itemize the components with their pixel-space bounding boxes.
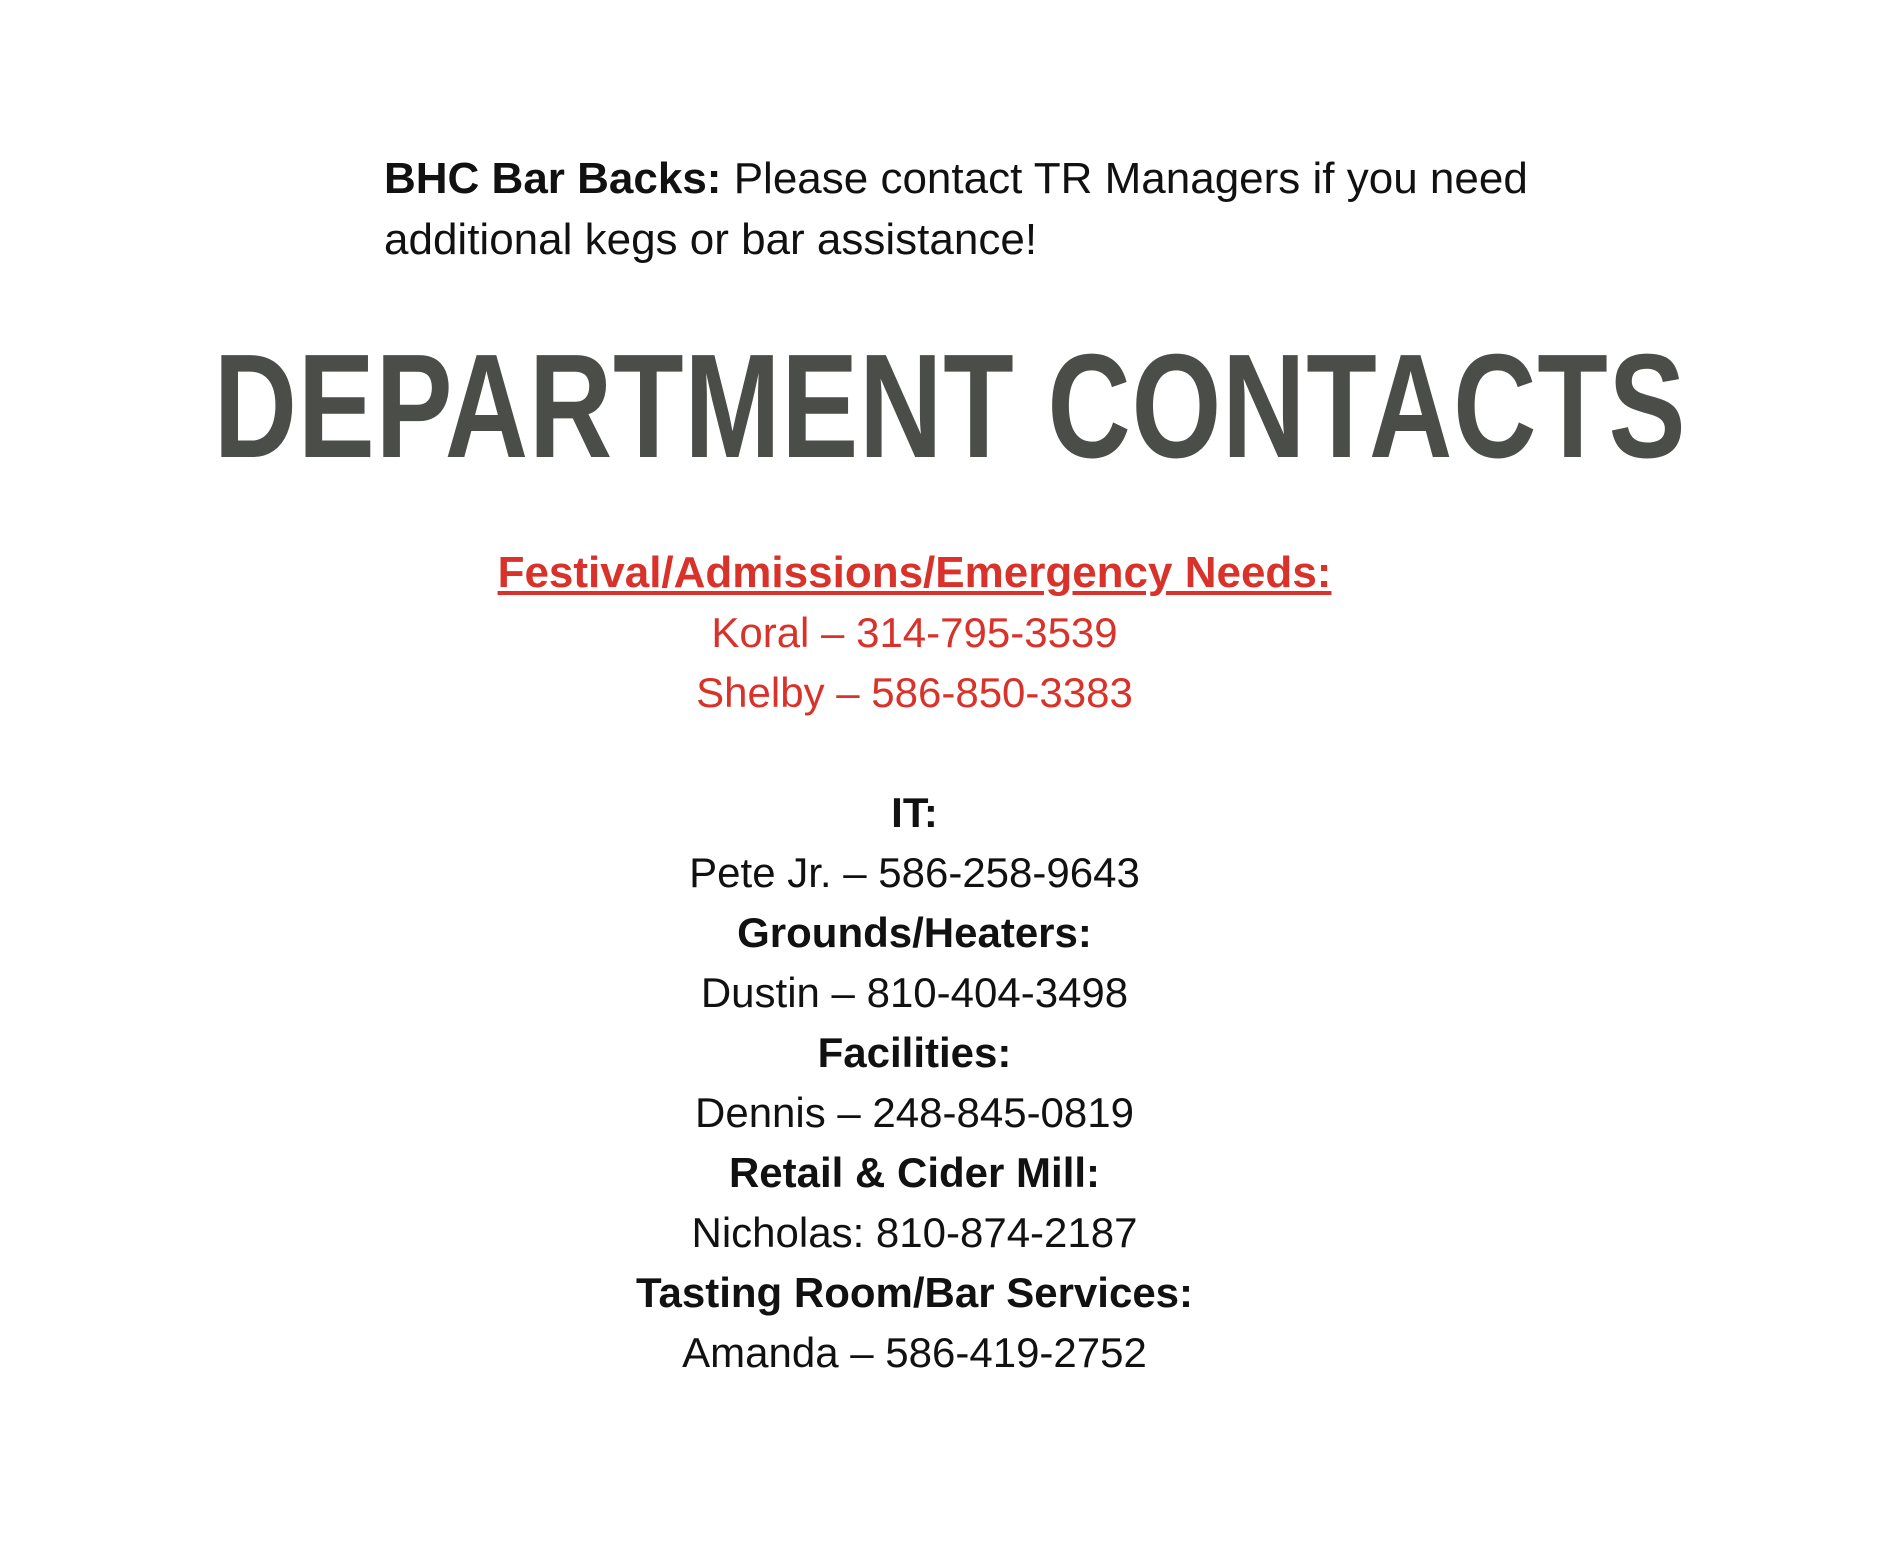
contacts-section bbox=[0, 543, 1829, 1383]
department-contact-it: Pete Jr. – 586-258-9643 bbox=[689, 849, 1140, 896]
department-list bbox=[0, 783, 1829, 1383]
emergency-contact-shelby: Shelby – 586-850-3383 bbox=[696, 669, 1133, 716]
department-heading-grounds: Grounds/Heaters: bbox=[737, 909, 1092, 956]
department-heading-retail: Retail & Cider Mill: bbox=[728, 1149, 1101, 1196]
bar-backs-notice bbox=[384, 148, 1544, 270]
page-title: DEPARTMENT CONTACTS bbox=[213, 324, 1687, 489]
emergency-heading: Festival/Admissions/Emergency Needs: bbox=[497, 548, 1332, 597]
department-contact-retail: Nicholas: 810-874-2187 bbox=[691, 1209, 1138, 1256]
department-contact-facilities: Dennis – 248-845-0819 bbox=[695, 1089, 1134, 1136]
department-contact-grounds: Dustin – 810-404-3498 bbox=[700, 969, 1129, 1016]
emergency-contact-koral: Koral – 314-795-3539 bbox=[711, 609, 1118, 656]
notice-lead: BHC Bar Backs: bbox=[384, 154, 722, 203]
department-heading-tasting-room: Tasting Room/Bar Services: bbox=[635, 1269, 1194, 1316]
department-heading-it: IT: bbox=[891, 789, 938, 836]
department-heading-facilities: Facilities: bbox=[817, 1029, 1012, 1076]
department-contact-tasting-room: Amanda – 586-419-2752 bbox=[682, 1329, 1147, 1376]
emergency-contacts bbox=[0, 543, 1829, 723]
notice-text: Please contact TR Managers if you need additional kegs or bar assistance! bbox=[384, 154, 1528, 264]
